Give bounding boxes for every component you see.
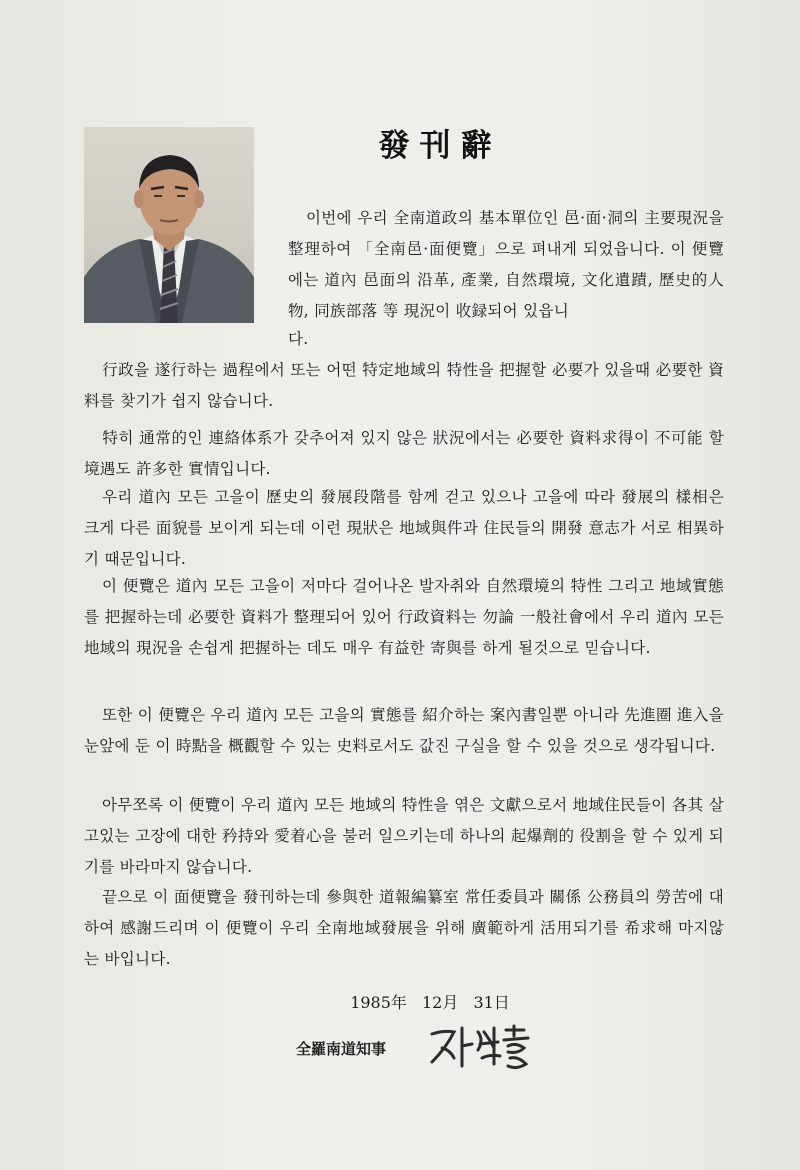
governor-portrait bbox=[84, 127, 254, 323]
page-title: 發刊辭 bbox=[378, 128, 502, 164]
paragraph-text: 끝으로 이 面便覽을 發刊하는데 參與한 道報編纂室 常任委員과 關係 公務員의 勞苦에 대하여 感謝드리며 이 便覽이 우리 全南地域發展을 위해 廣範하게 活用되기를 希求해 마지않는 바입니다. bbox=[84, 888, 724, 968]
body-paragraph-3 bbox=[84, 482, 724, 575]
paragraph-text: 아무쪼록 이 便覽이 우리 道內 모든 地域의 特性을 엮은 文獻으로서 地域住民들이 各其 살고있는 고장에 대한 矜持와 愛着心을 불러 일으키는데 하나의 起爆劑的 役割을 할 수 있게 되기를 바라마지 않습니다. bbox=[84, 796, 724, 876]
paragraph-text: 行政을 遂行하는 過程에서 또는 어떤 特定地域의 特性을 把握할 必要가 있을때 必要한 資料를 찾기가 쉽지 않습니다. bbox=[84, 361, 724, 410]
handwritten-signature bbox=[424, 1018, 534, 1074]
paragraph-text: 또한 이 便覽은 우리 道內 모든 고을의 實態를 紹介하는 案內書일뿐 아니라 先進圈 進入을 눈앞에 둔 이 時點을 概觀할 수 있는 史料로서도 값진 구실을 할 수 있을 것으로 생각됩니다. bbox=[84, 706, 724, 755]
paragraph-text: 特히 通常的인 連絡体系가 갖추어져 있지 않은 狀況에서는 必要한 資料求得이 不可能 할 境遇도 許多한 實情입니다. bbox=[84, 429, 724, 478]
body-paragraph-7 bbox=[84, 882, 724, 975]
paragraph-text: 이 便覽은 道內 모든 고을이 저마다 걸어나온 발자취와 自然環境의 特性 그리고 地域實態를 把握하는데 必要한 資料가 整理되어 있어 行政資料는 勿論 一般社會에서 우리 道內 모든 地域의 現況을 손쉽게 把握하는 데도 매우 有益한 寄與를 하게 될것으로 믿습니다. bbox=[84, 577, 724, 657]
publication-date: 1985年 12月 31日 bbox=[350, 993, 510, 1012]
body-paragraph-5 bbox=[84, 700, 724, 762]
paragraph-text: 우리 道內 모든 고을이 歷史의 發展段階를 함께 걷고 있으나 고을에 따라 發展의 樣相은 크게 다른 面貌를 보이게 되는데 이런 現狀은 地域與件과 住民들의 開發 意志가 서로 相異하기 때문입니다. bbox=[84, 488, 724, 568]
body-paragraph-2 bbox=[84, 423, 724, 485]
intro-paragraph bbox=[288, 203, 724, 327]
intro-paragraph-tail: 다. bbox=[288, 330, 309, 348]
body-paragraph-6 bbox=[84, 790, 724, 883]
signer-title: 全羅南道知事 bbox=[296, 1040, 387, 1058]
body-paragraph-4 bbox=[84, 571, 724, 664]
intro-text: 이번에 우리 全南道政의 基本單位인 邑·面·洞의 主要現況을 整理하여 「全南邑·面便覽」으로 펴내게 되었읍니다. 이 便覽에는 道內 邑面의 沿革, 產業, 自然環境, 文化遺蹟, 歷史的人物, 同族部落 等 現況이 收録되어 있읍니 bbox=[288, 209, 724, 320]
body-paragraph-1 bbox=[84, 355, 724, 417]
